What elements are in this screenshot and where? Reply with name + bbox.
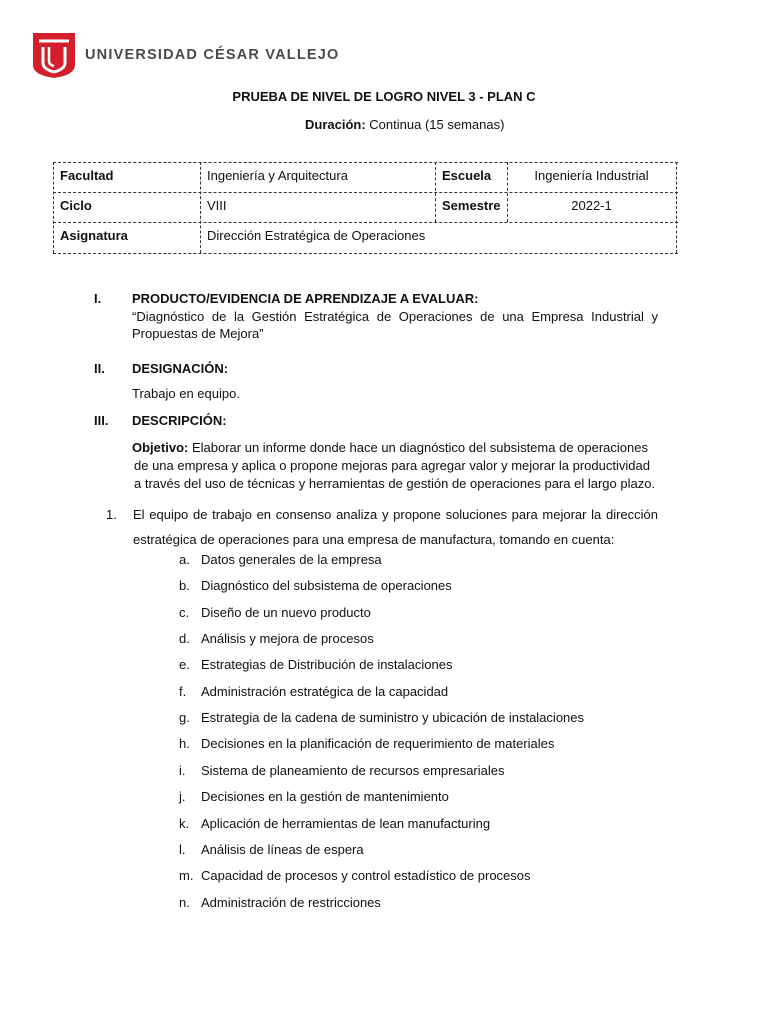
list-text: Datos generales de la empresa xyxy=(201,552,382,567)
university-name: UNIVERSIDAD CÉSAR VALLEJO xyxy=(85,47,340,63)
list-text: Decisiones en la gestión de mantenimiento xyxy=(201,789,449,804)
list-text: Análisis de líneas de espera xyxy=(201,842,364,857)
list-text: Decisiones en la planificación de requerimiento de materiales xyxy=(201,736,555,751)
table-row xyxy=(53,222,678,252)
value-course: Dirección Estratégica de Operaciones xyxy=(207,228,426,243)
duration xyxy=(305,117,504,132)
document-title: PRUEBA DE NIVEL DE LOGRO NIVEL 3 - PLAN C xyxy=(232,89,536,104)
table-row xyxy=(53,192,678,222)
value-cycle: VIII xyxy=(207,198,227,213)
table-row xyxy=(53,162,678,192)
list-letter: k. xyxy=(179,816,190,831)
list-letter: d. xyxy=(179,631,190,646)
course-info-table xyxy=(53,162,678,254)
objective-label: Objetivo: xyxy=(132,440,189,455)
label-school: Escuela xyxy=(442,168,492,183)
value-semester: 2022-1 xyxy=(571,198,612,213)
list-text: Administración de restricciones xyxy=(201,895,381,910)
list-letter: j. xyxy=(179,789,186,804)
university-shield-icon xyxy=(31,31,77,79)
list-letter: c. xyxy=(179,605,190,620)
objective-paragraph xyxy=(132,439,658,493)
product-description: “Diagnóstico de la Gestión Estratégica de Operaciones de una Empresa Industrial y Propuestas de Mejora” xyxy=(132,309,658,341)
list-text: Administración estratégica de la capacidad xyxy=(201,684,449,699)
label-cycle: Ciclo xyxy=(60,198,92,213)
list-text: Sistema de planeamiento de recursos empresariales xyxy=(201,763,505,778)
section-heading: PRODUCTO/EVIDENCIA DE APRENDIZAJE A EVALUAR: xyxy=(132,291,479,306)
list-letter: m. xyxy=(179,868,194,883)
step-text: El equipo de trabajo en consenso analiza y propone soluciones para mejorar la dirección estratégica de operaciones para una empresa de manufactura, tomando en cuenta: xyxy=(133,507,658,547)
list-text: Capacidad de procesos y control estadístico de procesos xyxy=(201,868,531,883)
section-number: II. xyxy=(94,361,105,376)
list-letter: a. xyxy=(179,552,190,567)
value-school: Ingeniería Industrial xyxy=(534,168,649,183)
list-text: Estrategia de la cadena de suministro y ubicación de instalaciones xyxy=(201,710,585,725)
list-letter: e. xyxy=(179,657,190,672)
list-letter: i. xyxy=(179,763,186,778)
value-faculty: Ingeniería y Arquitectura xyxy=(207,168,348,183)
section-number: III. xyxy=(94,413,109,428)
list-text: Estrategias de Distribución de instalaciones xyxy=(201,657,453,672)
objective-line: a través del uso de técnicas y herramientas de gestión de operaciones para el largo plazo. xyxy=(134,476,656,491)
list-letter: h. xyxy=(179,736,190,751)
section-number: I. xyxy=(94,291,102,306)
list-text: Aplicación de herramientas de lean manufacturing xyxy=(201,816,491,831)
objective-line: Elaborar un informe donde hace un diagnóstico del subsistema de operaciones xyxy=(191,440,648,455)
list-letter: f. xyxy=(179,684,187,699)
list-text: Diagnóstico del subsistema de operaciones xyxy=(201,578,452,593)
duration-label: Duración: xyxy=(305,117,366,132)
list-text: Análisis y mejora de procesos xyxy=(201,631,374,646)
section-heading: DESIGNACIÓN: xyxy=(132,361,229,376)
university-logo xyxy=(31,31,340,79)
list-letter: b. xyxy=(179,578,190,593)
duration-value: Continua (15 semanas) xyxy=(369,117,505,132)
objective-line: de una empresa y aplica o propone mejoras para agregar valor y mejorar la productividad xyxy=(134,458,650,473)
list-letter: g. xyxy=(179,710,190,725)
list-text: Diseño de un nuevo producto xyxy=(201,605,371,620)
label-semester: Semestre xyxy=(442,198,501,213)
label-faculty: Facultad xyxy=(60,168,114,183)
list-letter: l. xyxy=(179,842,186,857)
step-number: 1. xyxy=(106,507,117,522)
list-letter: n. xyxy=(179,895,190,910)
designation-text: Trabajo en equipo. xyxy=(132,386,240,401)
section-heading: DESCRIPCIÓN: xyxy=(132,413,227,428)
label-course: Asignatura xyxy=(60,228,128,243)
